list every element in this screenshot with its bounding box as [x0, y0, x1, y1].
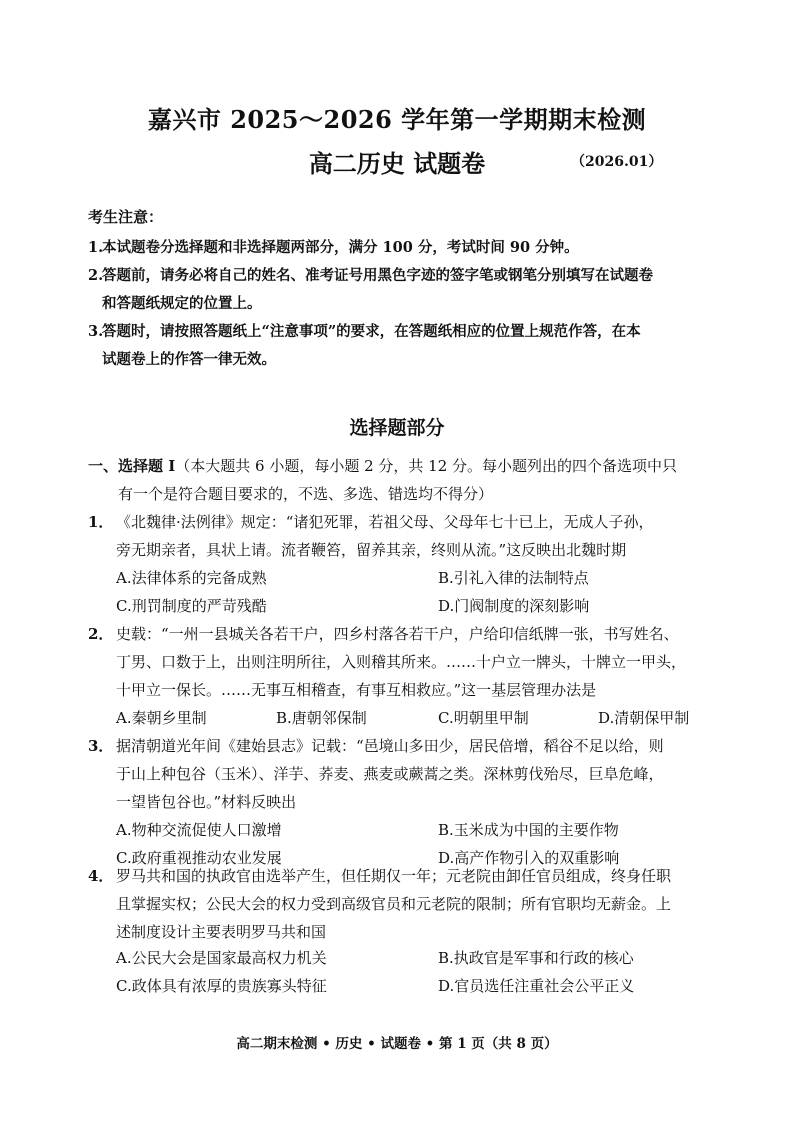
option-c: C.政府重视推动农业发展	[116, 849, 282, 867]
option-a: A.法律体系的完备成熟	[116, 569, 267, 587]
question-text: 十甲立一保长。……无事互相稽查，有事互相救应。”这一基层管理办法是	[116, 681, 597, 699]
question-1	[88, 508, 716, 564]
notice-item-1	[88, 234, 718, 262]
option-a: A.公民大会是国家最高权力机关	[116, 949, 327, 967]
notice-num: 1.	[88, 239, 104, 256]
section-heading: 选择题部分	[349, 417, 445, 439]
exam-title: 嘉兴市 2025～2026 学年第一学期期末检测	[147, 105, 647, 134]
question-number: 2．	[88, 625, 114, 643]
question-number: 1．	[88, 513, 114, 531]
option-c: C.明朝里甲制	[438, 709, 529, 727]
page-footer: 高二期末检测 • 历史 • 试题卷 • 第 1 页（共 8 页）	[236, 1036, 558, 1052]
option-a: A.秦朝乡里制	[116, 709, 207, 727]
option-b: B.玉米成为中国的主要作物	[438, 821, 619, 839]
question-number: 3．	[88, 737, 114, 755]
question-text: 据清朝道光年间《建始县志》记载：“邑境山多田少，居民倍增，稻谷不足以给，则	[116, 737, 664, 755]
option-d: D.清朝保甲制	[598, 709, 690, 727]
question-text: 罗马共和国的执政官由选举产生，但任期仅一年；元老院由卸任官员组成，终身任职	[116, 867, 672, 885]
option-d: D.官员选任注重社会公平正义	[438, 977, 635, 995]
option-b: B.执政官是军事和行政的核心	[438, 949, 634, 967]
question-3	[88, 732, 716, 816]
option-a: A.物种交流促使人口激增	[116, 821, 282, 839]
question-text: 丁男、口数于上，出则注明所往，入则稽其所来。……十户立一牌头，十牌立一甲头，	[116, 653, 687, 671]
question-text: 述制度设计主要表明罗马共和国	[116, 923, 327, 941]
notice-text: 答题前，请务必将自己的姓名、准考证号用黑色字迹的签字笔或钢笔分别填写在试题卷	[102, 267, 653, 284]
notice-text: 本试题卷分选择题和非选择题两部分，满分 100 分，考试时间 90 分钟。	[102, 239, 579, 256]
question-2	[88, 620, 716, 704]
notice-item-2	[88, 262, 718, 318]
question-4	[88, 862, 716, 946]
part-title: 一、选择题 I	[88, 457, 176, 475]
option-d: D.高产作物引入的双重影响	[438, 849, 620, 867]
option-b: B.唐朝邻保制	[276, 709, 367, 727]
option-c: C.刑罚制度的严苛残酷	[116, 597, 267, 615]
option-d: D.门阀制度的深刻影响	[438, 597, 590, 615]
question-text: 史载：“一州一县城关各若干户，四乡村落各若干户，户给印信纸牌一张，书写姓名、	[116, 625, 679, 643]
notice-num: 3.	[88, 323, 104, 340]
part-desc: （本大题共 6 小题，每小题 2 分，共 12 分。每小题列出的四个备选项中只	[175, 457, 678, 475]
question-number: 4．	[88, 867, 114, 885]
notice-text: 答题时，请按照答题纸上“注意事项”的要求，在答题纸相应的位置上规范作答，在本	[102, 323, 641, 340]
notice-text: 和答题纸规定的位置上。	[102, 295, 262, 312]
exam-subtitle: 高二历史 试题卷	[308, 149, 486, 178]
option-c: C.政体具有浓厚的贵族寡头特征	[116, 977, 327, 995]
question-text: 旁无期亲者，具状上请。流者鞭笞，留养其亲，终则从流。”这反映出北魏时期	[116, 541, 627, 559]
question-text: 且掌握实权；公民大会的权力受到高级官员和元老院的限制；所有官职均无薪金。上	[116, 895, 672, 913]
question-text: 一望皆包谷也。”材料反映出	[116, 793, 297, 811]
option-b: B.引礼入律的法制特点	[438, 569, 589, 587]
notice-item-3	[88, 318, 718, 374]
exam-date: （2026.01）	[571, 154, 663, 170]
part-desc: 有一个是符合题目要求的，不选、多选、错选均不得分）	[118, 485, 494, 503]
notice-heading: 考生注意：	[88, 208, 164, 226]
question-text: 《北魏律·法例律》规定：“诸犯死罪，若祖父母、父母年七十已上，无成人子孙，	[116, 513, 654, 531]
question-text: 于山上种包谷（玉米）、洋芋、荞麦、燕麦或蕨蒿之类。深林剪伐殆尽，巨阜危峰，	[116, 765, 664, 783]
part-heading	[88, 452, 708, 508]
notice-num: 2.	[88, 267, 104, 284]
notice-text: 试题卷上的作答一律无效。	[102, 351, 276, 368]
